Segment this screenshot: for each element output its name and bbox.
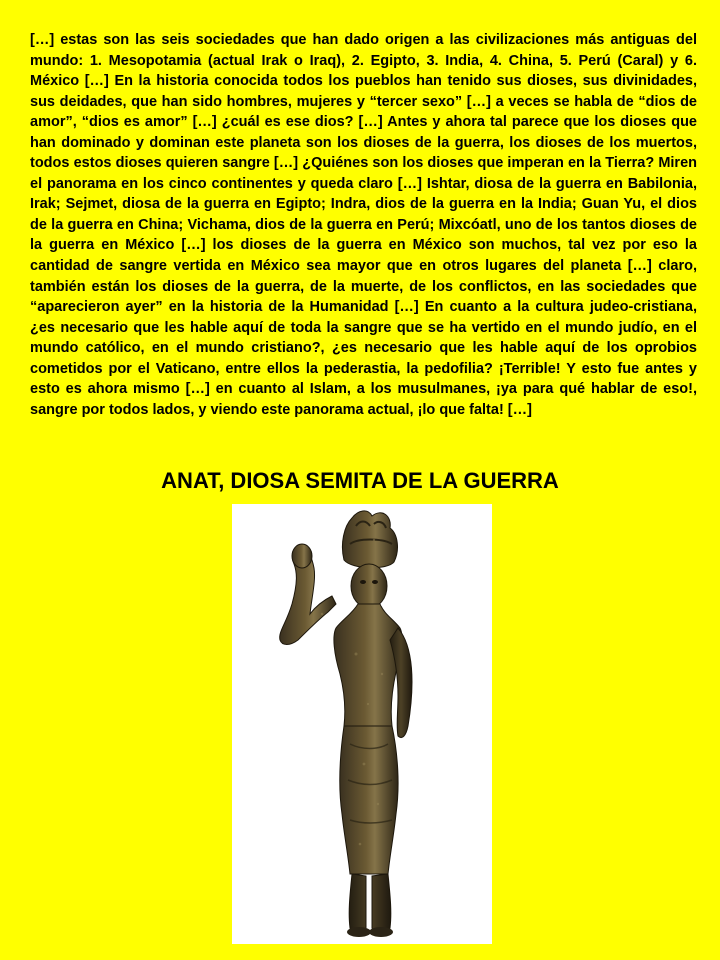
anat-statuette-photo [232, 504, 492, 944]
bronze-statuette-figure [232, 504, 492, 944]
torso [334, 604, 402, 726]
body-paragraph: […] estas son las seis sociedades que han dado origen a las civilizaciones más antiguas del mundo: 1. Mesopotamia (actual Irak o Iraq), 2. Egipto, 3. India, 4. China, 5. Perú (Caral) y 6. México […] En la historia conocida todos los pueblos han tenido sus dioses, sus divinidades, sus deidades, que han sido hombres, mujeres y “tercer sexo” […] a veces se habla de “dios de amor”, “dios es amor” […] ¿cuál es ese dios? […] Antes y ahora tal parece que los dioses que han dominado y dominan este planeta son los dioses de la guerra, los dioses de los muertos, todos estos dioses quieren sangre […] ¿Quiénes son los dioses que imperan en la Tierra? Miren el panorama en los cinco continentes y queda claro […] Ishtar, diosa de la guerra en Babilonia, Irak; Sejmet, diosa de la guerra en Egipto; Indra, dios de la guerra en la India; Guan Yu, el dios de la guerra en China; Vichama, dios de la guerra en Perú; Mixcóatl, uno de los tantos dioses de la guerra en México […] los dioses de la guerra en México son muchos, tal vez por eso la cantidad de sangre vertida en México sea mayor que en otros lugares del planeta […] claro, también están los dioses de la guerra, de la muerte, de los conflictos, en las sociedades que “aparecieron ayer” en la historia de la Humanidad […] En cuanto a la cultura judeo-cristiana, ¿es necesario que les hable aquí de toda la sangre que se ha vertido en el mundo judío, en el mundo católico, en el mundo cristiano?, ¿es necesario que les hable aquí de los oprobios cometidos por el Vaticano, entre ellos la pederastia, la pedofilia? ¡Terrible! Y esto fue antes y esto es ahora mismo […] en cuanto al Islam, a los musulmanes, ¡ya para qué hablar de eso!, sangre por todos lados, y viendo este panorama actual, ¡lo que falta! […] [30, 32, 697, 418]
section-title: ANAT, DIOSA SEMITA DE LA GUERRA [161, 468, 559, 493]
fist [292, 544, 312, 568]
legs [349, 874, 391, 934]
head [351, 564, 387, 608]
